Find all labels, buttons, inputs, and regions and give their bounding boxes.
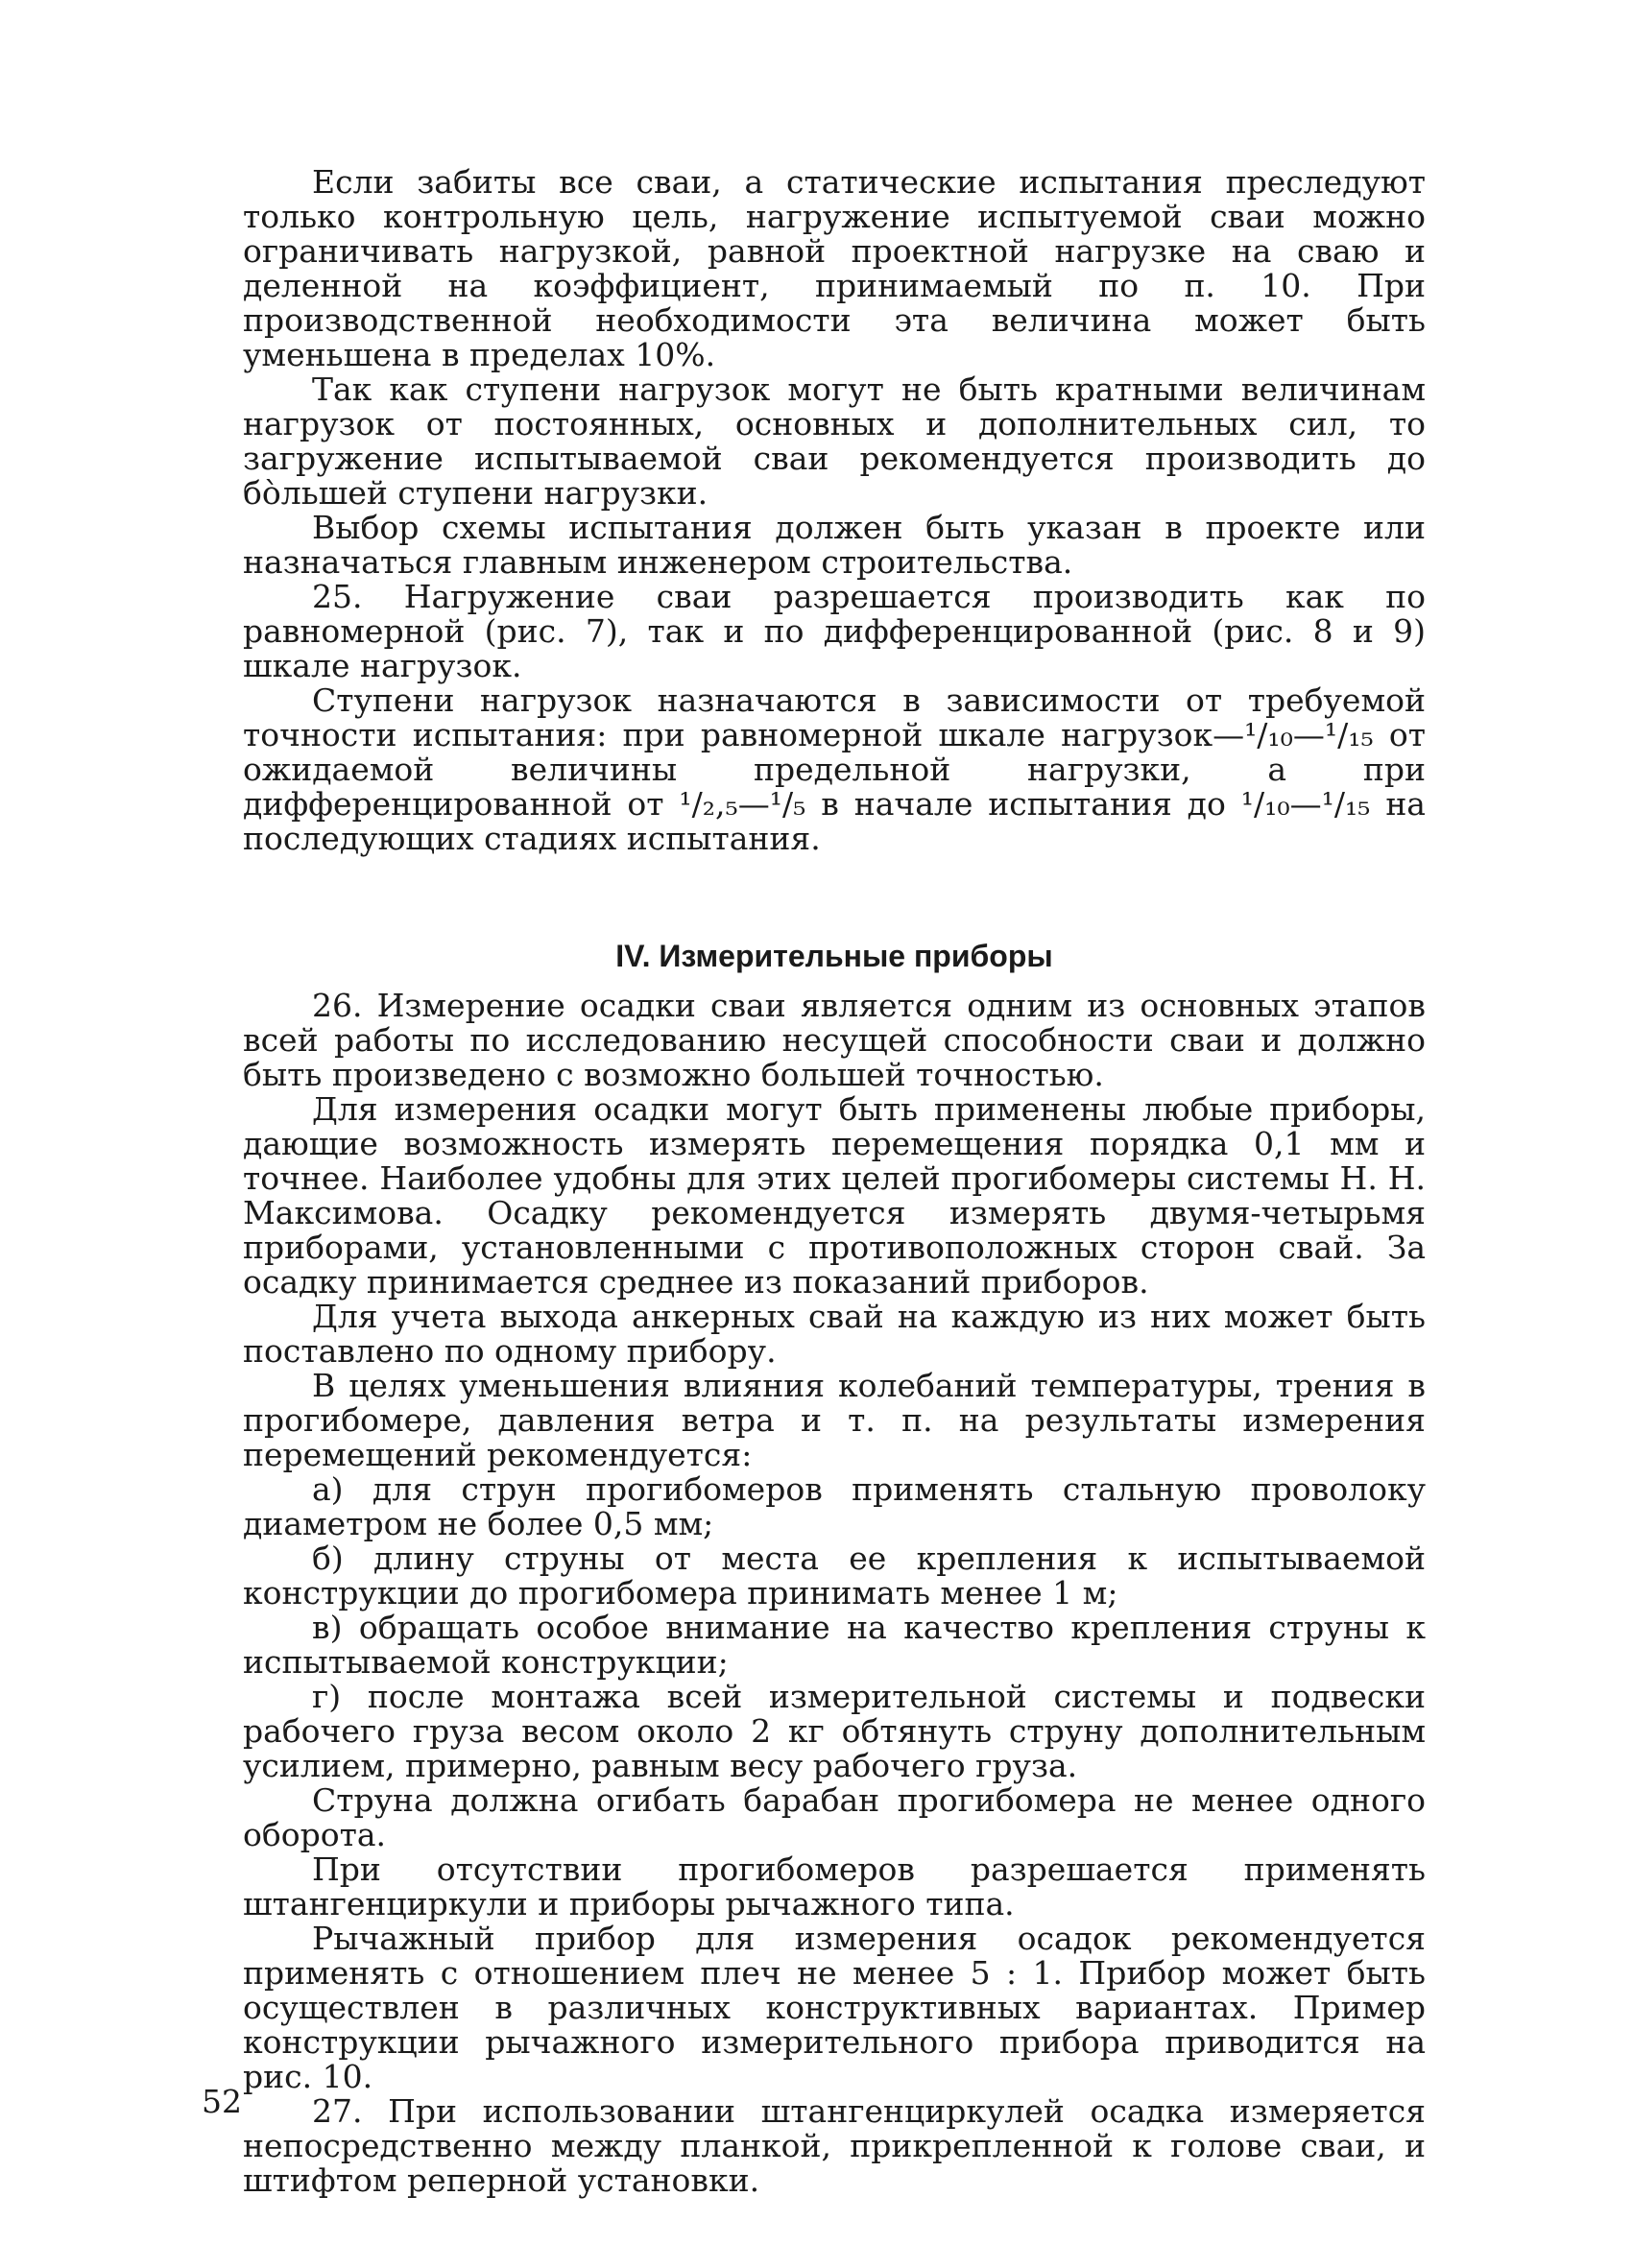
paragraph-recommendations: В целях уменьшения влияния колебаний температуры, трения в прогибомере, давления ветра и т. п. на результаты измерения перемещений рекомендуется: (243, 1367, 1426, 1473)
section-title: IV. Измерительные приборы (615, 939, 1053, 973)
list-item-a: а) для струн прогибомеров применять стальную проволоку диаметром не более 0,5 мм; (243, 1470, 1426, 1542)
list-item-b: б) длину струны от места ее крепления к испытываемой конструкции до прогибомера принимать менее 1 м; (243, 1540, 1426, 1611)
paragraph-clause-26: 26. Измерение осадки сваи является одним из основных этапов всей работы по исследованию несущей способности сваи и должно быть произведено с возможно большей точностью. (243, 987, 1426, 1093)
document-page (243, 165, 1426, 2198)
paragraph-instruments: Для измерения осадки могут быть применены любые приборы, дающие возможность измерять перемещения порядка 0,1 мм и точнее. Наиболее удобны для этих целей прогибомеры системы Н. Н. Максимова. Осадку рекомендуется измерять двумя-четырьмя приборами, установленными с противоположных сторон свай. За осадку принимается среднее из показаний приборов. (243, 1090, 1426, 1301)
paragraph-string-drum: Струна должна огибать барабан прогибомера не менее одного оборота. (243, 1781, 1426, 1853)
paragraph-anchor-piles: Для учета выхода анкерных свай на каждую из них может быть поставлено по одному прибору. (243, 1298, 1426, 1370)
paragraph-load-step-size: Ступени нагрузок назначаются в зависимости от требуемой точности испытания: при равномерной шкале нагрузок—¹/₁₀—¹/₁₅ от ожидаемой величины предельной нагрузки, а при дифференцированной от ¹/₂,₅—¹/₅ в начале испытания до ¹/₁₀—¹/₁₅ на последующих стадиях испытания. (243, 681, 1426, 857)
paragraph-calipers: При отсутствии прогибомеров разрешается применять штангенциркули и приборы рычажного типа. (243, 1850, 1426, 1922)
paragraph-test-scheme: Выбор схемы испытания должен быть указан в проекте или назначаться главным инженером строительства. (243, 509, 1426, 581)
list-item-v: в) обращать особое внимание на качество крепления струны к испытываемой конструкции; (243, 1609, 1426, 1681)
paragraph-control-load: Если забиты все сваи, а статические испытания преследуют только контрольную цель, нагружение испытуемой сваи можно ограничивать нагрузкой, равной проектной нагрузке на сваю и деленной на коэффициент, принимаемый по п. 10. При производственной необходимости эта величина может быть уменьшена в пределах 10%. (243, 163, 1426, 373)
page-number: 52 (202, 2083, 242, 2120)
paragraph-clause-27: 27. При использовании штангенциркулей осадка измеряется непосредственно между планкой, прикрепленной к голове сваи, и штифтом реперной установки. (243, 2092, 1426, 2199)
paragraph-lever-device: Рычажный прибор для измерения осадок рекомендуется применять с отношением плеч не менее 5 : 1. Прибор может быть осуществлен в различных конструктивных вариантах. Пример конструкции рычажного измерительного прибора приводится на рис. 10. (243, 1920, 1426, 2095)
paragraph-load-steps: Так как ступени нагрузок могут не быть кратными величинам нагрузок от постоянных, основных и дополнительных сил, то загружение испытываемой сваи рекомендуется производить до бо̀льшей ступени нагрузки. (243, 370, 1426, 512)
paragraph-clause-25: 25. Нагружение сваи разрешается производить как по равномерной (рис. 7), так и по дифференцированной (рис. 8 и 9) шкале нагрузок. (243, 578, 1426, 684)
list-item-g: г) после монтажа всей измерительной системы и подвески рабочего груза весом около 2 кг обтянуть струну дополнительным усилием, примерно, равным весу рабочего груза. (243, 1678, 1426, 1784)
